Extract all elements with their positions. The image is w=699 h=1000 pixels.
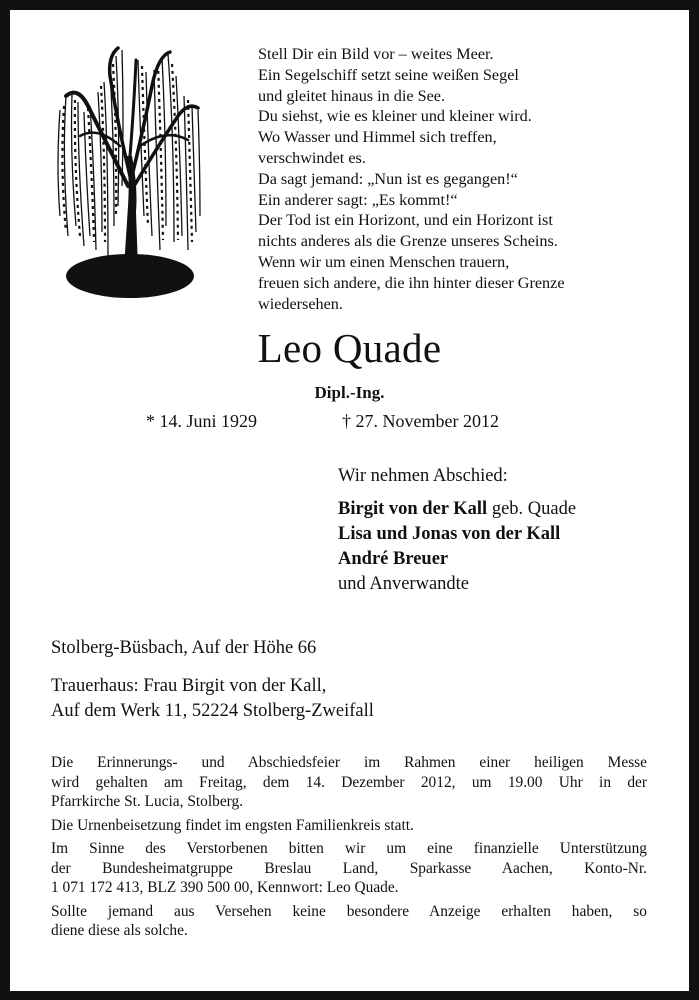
poem-line: Ein anderer sagt: „Es kommt!“ xyxy=(258,190,458,209)
poem-line: Ein Segelschiff setzt seine weißen Segel xyxy=(258,65,519,84)
poem-line: Stell Dir ein Bild vor – weites Meer. xyxy=(258,45,494,63)
note-line: Pfarrkirche St. Lucia, Stolberg. xyxy=(51,793,244,810)
poem-line: und gleitet hinaus in die See. xyxy=(258,86,446,105)
mourner-line xyxy=(338,547,576,572)
poem-line: Du siehst, wie es kleiner und kleiner wird. xyxy=(258,107,532,126)
poem xyxy=(258,44,648,314)
mourner-line xyxy=(338,497,576,522)
poem-line: freuen sich andere, die ihn hinter dieser Grenze xyxy=(258,273,565,292)
deceased-title: Dipl.-Ing. xyxy=(314,383,385,402)
birth-date: * 14. Juni 1929 xyxy=(146,411,258,431)
poem-line: nichts anderes als die Grenze unseres Scheins. xyxy=(258,232,558,251)
apology-note xyxy=(51,902,647,941)
trauerhaus xyxy=(51,674,374,724)
note-line: Die Urnenbeisetzung findet im engsten Familienkreis statt. xyxy=(51,816,414,834)
note-line: Die Erinnerungs- und Abschiedsfeier im Rahmen einer heiligen Messe xyxy=(51,754,647,771)
note-line: diene diese als solche. xyxy=(51,922,188,939)
note-line: der Bundesheimatgruppe Breslau Land, Sparkasse Aachen, Konto-Nr. xyxy=(51,859,647,877)
poem-line: Da sagt jemand: „Nun ist es gegangen!“ xyxy=(258,169,518,188)
mourner-line xyxy=(338,522,576,547)
poem-line: Der Tod ist ein Horizont, und ein Horizont ist xyxy=(258,211,553,230)
urn-note xyxy=(51,816,647,836)
mourner-relatives: und Anverwandte xyxy=(338,574,470,594)
note-line: 1 071 172 413, BLZ 390 500 00, Kennwort: Leo Quade. xyxy=(51,879,399,896)
mourners-intro: Wir nehmen Abschied: xyxy=(338,466,508,486)
deceased-name: Leo Quade xyxy=(257,325,442,371)
death-date: † 27. November 2012 xyxy=(342,411,499,431)
notes xyxy=(51,753,647,945)
mourner-name: Birgit von der Kall xyxy=(338,499,488,519)
mourner-name: Lisa und Jonas von der Kall xyxy=(338,524,561,544)
poem-line: Wenn wir um einen Menschen trauern, xyxy=(258,252,510,271)
trauerhaus-line: Auf dem Werk 11, 52224 Stolberg-Zweifall xyxy=(51,701,374,721)
note-line: Sollte jemand aus Versehen keine besondere Anzeige erhalten haben, so xyxy=(51,902,647,920)
poem-line: verschwindet es. xyxy=(258,148,366,167)
trauerhaus-line: Trauerhaus: Frau Birgit von der Kall, xyxy=(51,676,327,696)
mourners-block xyxy=(338,464,576,597)
ceremony-note xyxy=(51,753,647,812)
weeping-willow-icon xyxy=(48,36,208,306)
note-line: wird gehalten am Freitag, dem 14. Dezember 2012, um 19.00 Uhr in der xyxy=(51,773,647,791)
donation-note xyxy=(51,839,647,898)
address: Stolberg-Büsbach, Auf der Höhe 66 xyxy=(51,638,317,658)
mourner-maiden-name: geb. Quade xyxy=(487,499,577,519)
mourner-name: André Breuer xyxy=(338,549,449,569)
poem-line: wiedersehen. xyxy=(258,294,343,313)
poem-line: Wo Wasser und Himmel sich treffen, xyxy=(258,128,497,147)
note-line: Im Sinne des Verstorbenen bitten wir um eine finanzielle Unterstützung xyxy=(51,840,647,857)
